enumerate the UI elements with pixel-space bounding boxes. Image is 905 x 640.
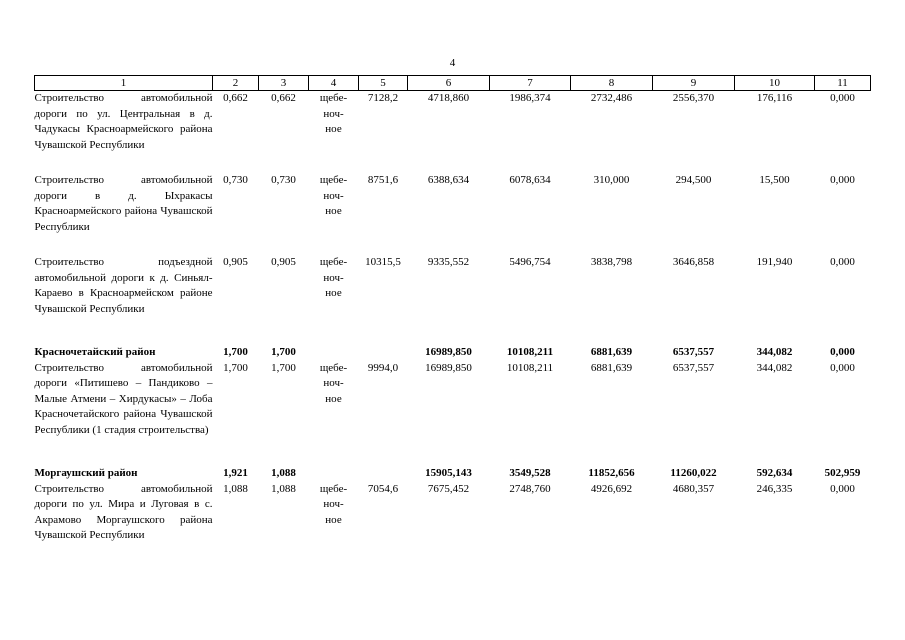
cell-c4: щебе- ноч- ное xyxy=(319,256,348,299)
cell-c9: 4680,357 xyxy=(672,482,715,495)
cell-c7: 10108,211 xyxy=(506,361,554,374)
page-number: 4 xyxy=(449,57,456,69)
cell-c5: 9994,0 xyxy=(367,361,399,374)
cell-c5: 7054,6 xyxy=(367,482,399,495)
cell-c2: 1,700 xyxy=(223,346,248,358)
construction-table xyxy=(34,75,871,544)
cell-c10: 246,335 xyxy=(756,482,793,495)
cell-c2: 0,905 xyxy=(223,256,248,268)
spacer-cell xyxy=(35,438,871,466)
cell-c3: 0,662 xyxy=(271,92,296,104)
cell-c9: 11260,022 xyxy=(670,467,717,479)
project-row xyxy=(35,173,871,235)
cell-c2: 0,662 xyxy=(223,92,248,104)
cell-c8: 4926,692 xyxy=(590,482,633,495)
cell-c2: 1,700 xyxy=(223,361,248,374)
cell-c7: 1986,374 xyxy=(509,92,551,104)
cell-c3: 0,730 xyxy=(271,174,296,186)
cell-c8: 2732,486 xyxy=(590,92,633,104)
col-header: 5 xyxy=(359,76,408,91)
cell-c6: 6388,634 xyxy=(427,174,470,186)
cell-c6: 4718,860 xyxy=(427,92,470,104)
cell-c7: 6078,634 xyxy=(509,174,551,186)
cell-c9: 6537,557 xyxy=(672,361,715,374)
col-header: 6 xyxy=(408,76,490,91)
cell-c3: 1,700 xyxy=(271,346,296,358)
cell-c4: щебе- ноч- ное xyxy=(319,174,348,217)
cell-c6: 15905,143 xyxy=(425,467,472,479)
cell-c8: 6881,639 xyxy=(590,346,633,358)
spacer-row xyxy=(35,153,871,173)
district-row xyxy=(35,466,871,482)
cell-c9: 3646,858 xyxy=(672,256,715,268)
cell-c5: 7128,2 xyxy=(367,92,399,104)
cell-c5 xyxy=(359,466,408,482)
cell-c2: 1,088 xyxy=(223,482,248,495)
cell-c6: 7675,452 xyxy=(427,482,470,495)
col-header: 1 xyxy=(35,76,213,91)
project-row xyxy=(35,91,871,154)
cell-c10: 592,634 xyxy=(756,467,793,479)
cell-c9: 294,500 xyxy=(675,174,712,186)
cell-c3: 0,905 xyxy=(271,256,296,268)
cell-c6: 9335,552 xyxy=(427,256,470,268)
cell-c4 xyxy=(309,466,359,482)
cell-c6: 16989,850 xyxy=(425,346,472,358)
cell-c8: 6881,639 xyxy=(590,361,633,374)
cell-c8: 3838,798 xyxy=(590,256,633,268)
spacer-row xyxy=(35,438,871,466)
cell-c8: 11852,656 xyxy=(588,467,635,479)
district-name: Красночетайский район xyxy=(34,346,156,358)
cell-c10: 344,082 xyxy=(756,361,793,374)
spacer-row xyxy=(35,317,871,345)
district-name: Моргаушский район xyxy=(34,467,138,479)
cell-c11: 502,959 xyxy=(824,467,861,479)
cell-c10: 15,500 xyxy=(759,174,790,186)
cell-c9: 2556,370 xyxy=(672,92,715,104)
cell-c7: 2748,760 xyxy=(509,482,551,495)
cell-c4: щебе- ноч- ное xyxy=(319,361,348,405)
project-row xyxy=(35,361,871,439)
cell-c10: 176,116 xyxy=(756,92,793,104)
cell-c11: 0,000 xyxy=(830,482,855,495)
cell-c9: 6537,557 xyxy=(672,346,715,358)
col-header: 8 xyxy=(571,76,653,91)
cell-c6: 16989,850 xyxy=(425,361,472,374)
col-header: 11 xyxy=(815,76,871,91)
project-name: Строительство автомобильной дороги «Питишево – Пандиково – Малые Атмени – Хирдукасы» – Лоба Красночетайского района Чувашской Республики (1 стадия строительства) xyxy=(34,361,213,436)
spacer-cell xyxy=(35,153,871,173)
cell-c10: 344,082 xyxy=(756,346,793,358)
spacer-cell xyxy=(35,235,871,255)
cell-c4: щебе- ноч- ное xyxy=(319,92,348,135)
cell-c11: 0,000 xyxy=(830,256,855,268)
cell-c11: 0,000 xyxy=(830,361,855,374)
cell-c11: 0,000 xyxy=(830,346,855,358)
project-row xyxy=(35,255,871,317)
project-name: Строительство автомобильной дороги по ул. Центральная в д. Чадукасы Красноармейского района Чувашской Республики xyxy=(34,92,213,151)
cell-c4 xyxy=(309,345,359,361)
cell-c3: 1,088 xyxy=(271,482,296,495)
cell-c5 xyxy=(359,345,408,361)
cell-c7: 5496,754 xyxy=(509,256,551,268)
cell-c5: 10315,5 xyxy=(365,256,401,268)
col-header: 2 xyxy=(213,76,259,91)
col-header: 3 xyxy=(259,76,309,91)
cell-c5: 8751,6 xyxy=(367,174,399,186)
cell-c10: 191,940 xyxy=(756,256,793,268)
cell-c2: 1,921 xyxy=(223,467,248,479)
project-row xyxy=(35,482,871,544)
col-header: 10 xyxy=(735,76,815,91)
project-name: Строительство автомобильной дороги по ул. Мира и Луговая в с. Акрамово Моргаушского района Чувашской Республики xyxy=(34,482,213,541)
col-header: 4 xyxy=(309,76,359,91)
cell-c3: 1,700 xyxy=(271,361,296,374)
cell-c11: 0,000 xyxy=(830,92,855,104)
district-row xyxy=(35,345,871,361)
spacer-cell xyxy=(35,317,871,345)
column-number-header xyxy=(35,76,871,91)
cell-c7: 10108,211 xyxy=(506,346,554,358)
col-header: 7 xyxy=(490,76,571,91)
cell-c7: 3549,528 xyxy=(509,467,551,479)
cell-c4: щебе- ноч- ное xyxy=(319,482,348,526)
cell-c3: 1,088 xyxy=(271,467,296,479)
cell-c2: 0,730 xyxy=(223,174,248,186)
cell-c8: 310,000 xyxy=(593,174,630,186)
project-name: Строительство подъездной автомобильной дороги к д. Синьял-Караево в Красноармейском районе Чувашской Республики xyxy=(34,256,213,315)
col-header: 9 xyxy=(653,76,735,91)
project-name: Строительство автомобильной дороги в д. Ыхракасы Красноармейского района Чувашской Республики xyxy=(34,174,213,233)
spacer-row xyxy=(35,235,871,255)
cell-c11: 0,000 xyxy=(830,174,855,186)
